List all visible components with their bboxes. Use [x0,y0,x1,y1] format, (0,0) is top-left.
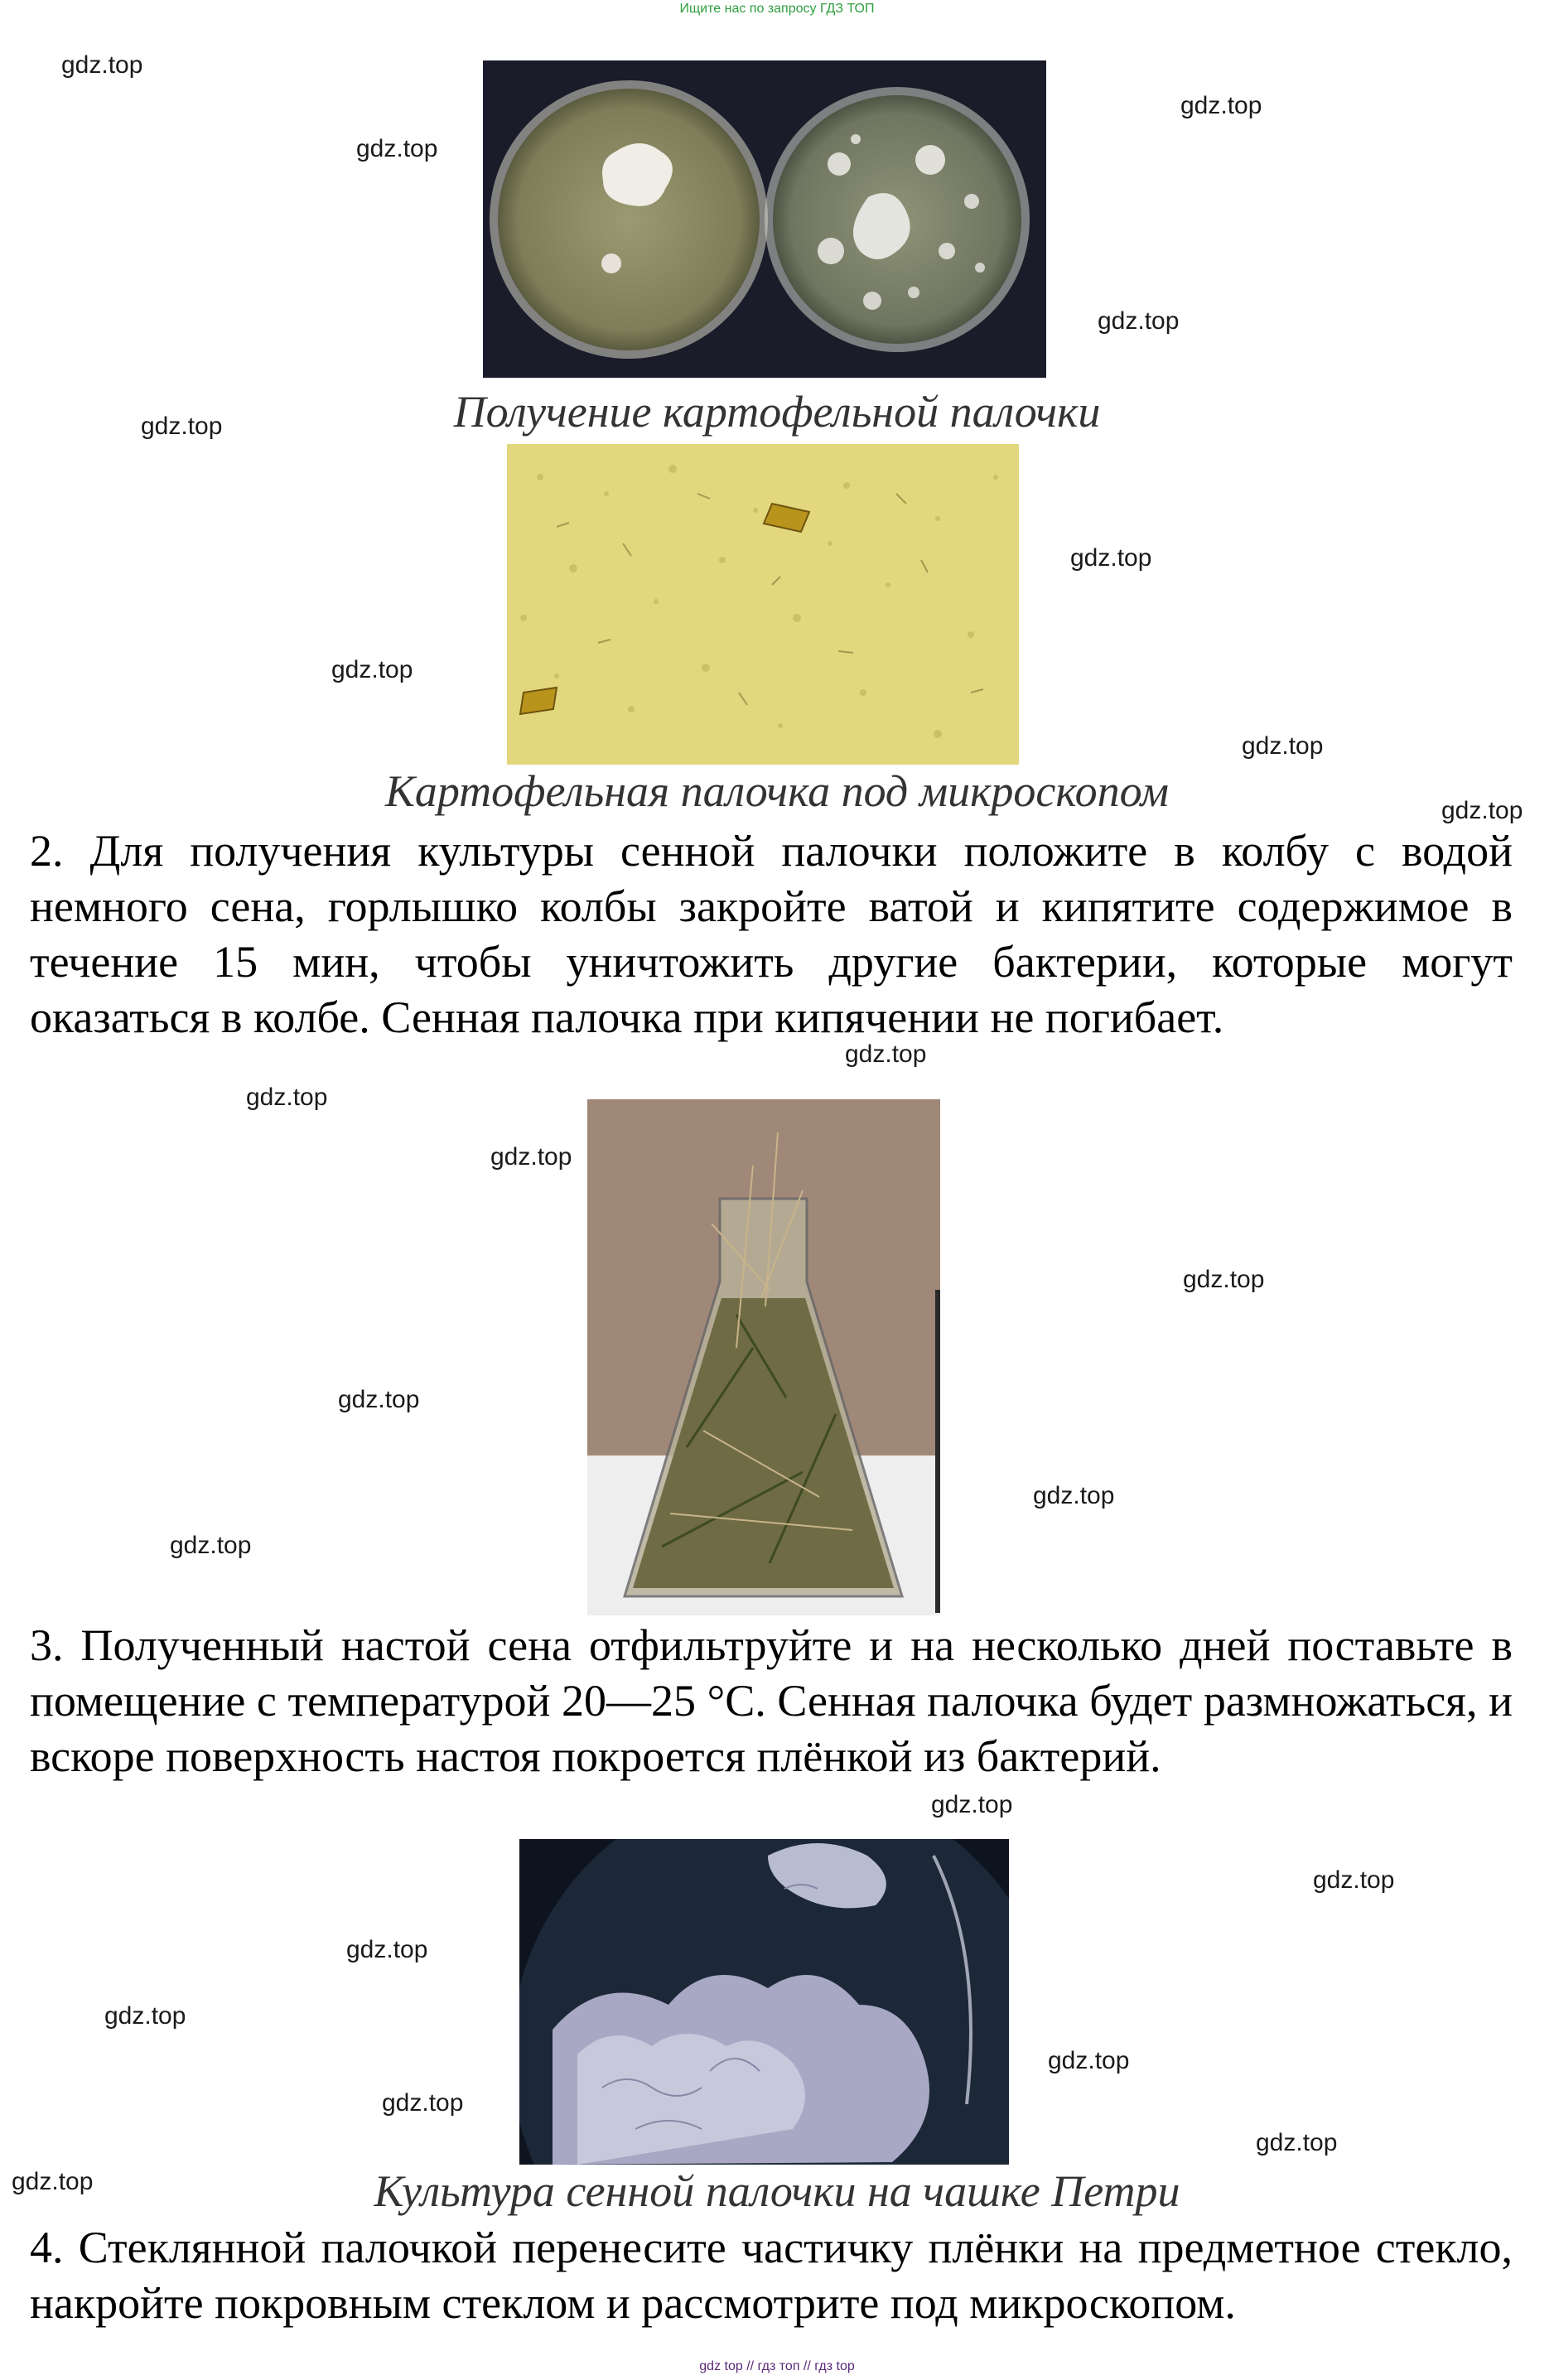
caption-potato-microscope: Картофельная палочка под микроскопом [384,766,1169,816]
watermark: gdz.top [1180,92,1262,119]
watermark: gdz.top [104,2002,186,2030]
watermark: gdz.top [61,51,143,79]
watermark: gdz.top [382,2089,464,2117]
watermark: gdz.top [246,1084,328,1111]
footer-links[interactable]: gdz top // гдз топ // гдз top [699,2359,855,2373]
watermark: gdz.top [1256,2129,1338,2156]
step-4-text: 4. Стеклянной палочкой перенесите частичку плёнки на предметное стекло, накройте покровным стеклом и рассмотрите под микроскопом. [30,2223,1513,2328]
watermark: gdz.top [490,1143,572,1171]
caption-hay-petri: Культура сенной палочки на чашке Петри [374,2166,1180,2216]
watermark: gdz.top [845,1040,927,1068]
flask-photo [587,1099,940,1615]
watermark: gdz.top [170,1532,252,1559]
watermark: gdz.top [1183,1266,1265,1293]
watermark: gdz.top [12,2168,94,2195]
watermark: gdz.top [1313,1866,1395,1894]
watermark: gdz.top [1098,307,1180,335]
microscope-photo [507,444,1019,765]
watermark: gdz.top [346,1936,428,1963]
watermark: gdz.top [1242,732,1324,760]
petri-dishes-photo [483,60,1046,378]
watermark: gdz.top [1070,544,1152,572]
watermark: gdz.top [356,135,438,162]
watermark: gdz.top [331,656,413,683]
step-3-text: 3. Полученный настой сена отфильтруйте и на несколько дней поставьте в помещение с температурой 20—25 °С. Сенная палочка будет размножаться, и вскоре поверхность настоя покроется плёнкой из бактерий. [30,1620,1513,1781]
search-banner[interactable]: Ищите нас по запросу ГДЗ ТОП [679,2,875,16]
watermark: gdz.top [1441,797,1523,824]
watermark: gdz.top [141,413,223,440]
watermark: gdz.top [931,1791,1013,1818]
step-2-text: 2. Для получения культуры сенной палочки положите в колбу с водой немного сена, горлышко колбы закройте ватой и кипятите содержимое в течение 15 мин, чтобы уничтожить другие бактерии, которые могут оказаться в колбе. Сенная палочка при кипячении не погибает. [30,826,1513,1042]
watermark: gdz.top [1048,2047,1130,2074]
caption-potato-obtaining: Получение картофельной палочки [453,387,1101,437]
watermark: gdz.top [338,1386,420,1413]
petri-culture-photo [519,1839,1009,2165]
watermark: gdz.top [1033,1482,1115,1509]
